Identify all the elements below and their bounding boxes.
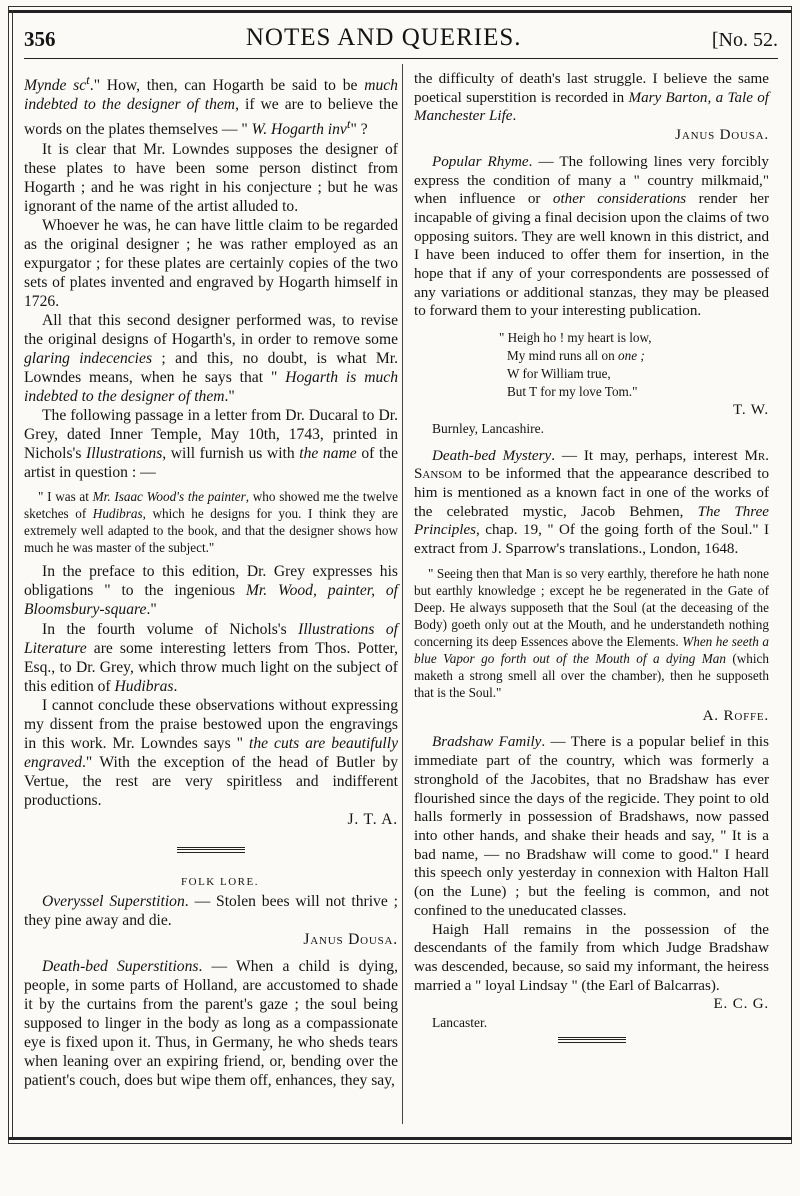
verse-line: But T for my love Tom.": [507, 384, 638, 400]
paragraph: the difficulty of death's last struggle. I believe the same poetical superstition is recorded in Mary Barton, a Tale of Manchester Life.: [414, 71, 769, 125]
page-border-right: [791, 6, 792, 1144]
page-border-left-inner: [12, 10, 13, 1140]
paragraph: In the fourth volume of Nichols's Illustrations of Literature are some interesting letters from Thos. Potter, Esq., to Dr. Grey, which throw much light on the subject of this edition of Hudibras.: [24, 620, 398, 695]
block-quote: " Seeing then that Man is so very earthly, therefore he hath none but earthly knowledge ; except he be regenerated in the Gate of Deep. He always supposeth that the Soul (at the deceasing of the Body) goeth only out at the Mouth, and he understandeth nothing concerning its deep Essences above the Elements. When he seeth a blue Vapor go forth out of the Mouth of a dying Man (which maketh a strong smell all over the chamber), then he supposeth that is the Soul.": [414, 565, 769, 700]
paragraph: All that this second designer performed was, to revise the original designs of Hogarth's, in order to remove some glaring indecencies ; and this, no doubt, is what Mr. Lowndes means, when he says that " Hogarth is much indebted to the designer of them.": [24, 311, 398, 406]
paragraph: Mynde $sc^t$." How, then, can Hogarth be said to be much indebted to the designer of them, if we are to believe the words on the plates themselves — " W. Hogarth inv$^t$" ?: [24, 72, 398, 139]
place-line: Burnley, Lancashire.: [432, 420, 544, 436]
paragraph: In the preface to this edition, Dr. Grey expresses his obligations " to the ingenious Mr. Wood, painter, of Bloomsbury-square.": [24, 563, 398, 619]
paragraph: Whoever he was, he can have little claim to be regarded as the original designer ; he was rather employed as an expurgator ; for these plates are certainly copies of the two sets of plates invented and engraved by Hogarth himself in 1726.: [24, 216, 398, 310]
page-border-bottom: [8, 1143, 792, 1144]
verse-line: " Heigh ho ! my heart is low,: [499, 330, 652, 346]
page-border-top: [8, 6, 792, 7]
signature: J. T. A.: [347, 810, 398, 828]
paragraph: Haigh Hall remains in the possession of the descendants of the family from which Judge Bradshaw was descended, because, so said my informant, the heiress married a " loyal Lindsay " (the Earl of Balcarras).: [414, 921, 769, 994]
issue-number: [No. 52.: [711, 29, 778, 51]
right-column: [414, 70, 769, 1063]
paragraph: I cannot conclude these observations without expressing my dissent from the praise bestowed upon the engravings in this work. Mr. Lowndes says " the cuts are beautifully engraved." With the exception of the head of Butler by Vertue, the rest are very spiritless and indifferent productions.: [24, 696, 399, 809]
page-border-bottom-thick: [8, 1137, 792, 1140]
signature: A. Roffe.: [702, 707, 769, 724]
signature: Janus Dousa.: [303, 931, 398, 949]
verse-line: My mind runs all on one ;: [507, 348, 645, 364]
paragraph: It is clear that Mr. Lowndes supposes the designer of these plates to have been some person distinct from Hogarth ; and he was right in his conjecture ; but he was ignorant of the name of the artist alluded to.: [24, 140, 398, 215]
verse-line: W for William true,: [507, 366, 611, 382]
paragraph: Death-bed Mystery. — It may, perhaps, interest Mr. Sansom to be informed that the appearance described to him is mentioned as a known fact in one of the works of the celebrated mystic, Jacob Behmen, The Three Principles, chap. 19, " Of the going forth of the Soul." I extract from J. Sparrow's translations., London, 1648.: [414, 447, 769, 558]
block-quote: " I was at Mr. Isaac Wood's the painter, who showed me the twelve sketches of Hudibras, which he designs for you. I think they are extremely well adapted to the book, and that the designer shows how much he was master of the subject.": [24, 489, 399, 556]
signature: T. W.: [732, 402, 769, 419]
section-title: FOLK LORE.: [181, 876, 259, 889]
paragraph: The following passage in a letter from Dr. Ducaral to Dr. Grey, dated Inner Temple, May 10th, 1743, printed in Nichols's Illustrations, will furnish us with the name of the artist in question : —: [24, 407, 398, 482]
signature: E. C. G.: [713, 996, 769, 1013]
section-rule: [558, 1037, 626, 1043]
page-border-left: [8, 6, 9, 1144]
running-header: [24, 18, 778, 59]
paragraph: Bradshaw Family. — There is a popular belief in this immediate part of the country, which was formerly a stronghold of the Jacobites, that no Bradshaw has ever flourished since the days of the regicide. They point to old halls formerly in possession of Bradshaws, now passed into other hands, and shake their heads and say, " It is a bad name, — no Bradshaw will come to good." I heard this speech only yesterday in connexion with Halton Hall (on the Lune) ; but the feeling is common, and not confined to the uneducated classes.: [414, 734, 769, 919]
verse: [499, 329, 769, 401]
paragraph: Overyssel Superstition. — Stolen bees will not thrive ; they pine away and die.: [24, 893, 398, 930]
column-divider: [402, 64, 403, 1124]
paragraph: Death-bed Superstitions. — When a child is dying, people, in some parts of Holland, are accustomed to shade it by the curtains from the parent's gaze ; the soul being supposed to linger in the body as long as a compassionate eye is fixed upon it. Thus, in Germany, he who sheds tears when leaning over an expiring friend, or, bending over the patient's couch, does but wipe them off, enhances, they say,: [24, 958, 398, 1090]
section-rule: [177, 847, 245, 853]
page-number: 356: [24, 27, 56, 51]
journal-title: NOTES AND QUERIES.: [245, 24, 522, 51]
place-line: Lancaster.: [432, 1015, 488, 1031]
left-column: [24, 70, 398, 1091]
paragraph: Popular Rhyme. — The following lines very forcibly express the condition of many a " country milkmaid," when influence or other considerations render her incapable of giving a final decision upon the claims of two opposing suitors. They are well known in this district, and I have been induced to offer them for insertion, in the hope that if any of your correspondents are possessed of any variations or additional stanzas, they may be pleased to forward them to your interesting publication.: [414, 153, 769, 320]
signature: Janus Dousa.: [675, 127, 769, 144]
page-border-top-thick: [8, 10, 792, 13]
